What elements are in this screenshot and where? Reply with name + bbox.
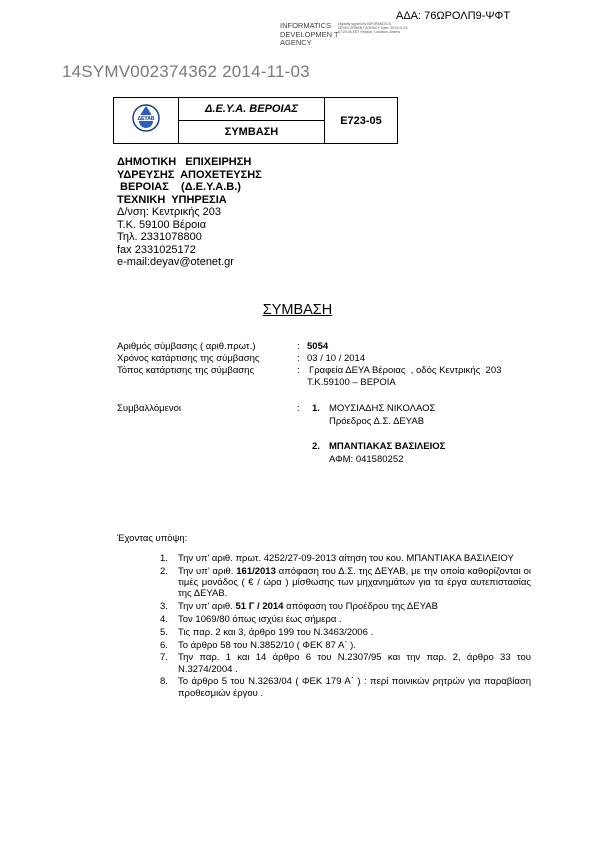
item-text: Την παρ. 1 και 14 άρθρο 6 του Ν.2307/95 και την παρ. 2, άρθρο 33 του Ν.3274/2004 .	[178, 652, 531, 675]
item-number: 2.	[160, 565, 168, 577]
company-postal: Τ.Κ. 59100 Βέροια	[117, 218, 207, 231]
list-item	[160, 652, 531, 675]
item-number: 7.	[160, 652, 168, 664]
parties-label: Συμβαλλόμενοι	[117, 403, 181, 414]
item-text: Τον 1069/80 όπως ισχύει έως σήμερα .	[178, 613, 342, 625]
list-item	[160, 676, 531, 699]
list-item	[160, 627, 531, 638]
document-type: ΣΥΜΒΑΣΗ	[179, 121, 325, 144]
party-1-number: 1.	[312, 403, 320, 414]
contract-place-value-1: Γραφεία ΔΕΥΑ Βέροιας , οδός Κεντρικής 203	[309, 365, 502, 376]
item-text: Την υπ’ αριθ.	[178, 565, 237, 577]
page-title: ΣΥΜΒΑΣΗ	[262, 302, 333, 318]
party-2-afm: ΑΦΜ: 041580252	[329, 454, 404, 465]
logo-text: ΔΕΥΑΒ	[137, 115, 155, 122]
ada-code: ΑΔΑ: 76ΩΡΟΛΠ9-ΨΦΤ	[396, 10, 511, 22]
company-block	[117, 156, 262, 269]
list-item	[160, 553, 531, 564]
list-item	[160, 614, 531, 625]
contract-place-value-2: Τ.Κ.59100 – ΒΕΡΟΙΑ	[307, 377, 396, 388]
reasons-list	[160, 553, 531, 701]
contract-date-value: 03 / 10 / 2014	[307, 353, 366, 364]
party-2-number: 2.	[312, 441, 320, 452]
item-text: Την υπ’ αριθ.	[178, 601, 236, 613]
deyav-logo-icon	[131, 103, 161, 133]
company-fax: fax 2331025172	[117, 243, 196, 256]
company-line-1: ΔΗΜΟΤΙΚΗ ΕΠΙΧΕΙΡΗΣΗ	[117, 156, 252, 168]
colon: :	[297, 341, 300, 352]
organization-name: Δ.Ε.Υ.Α. ΒΕΡΟΙΑΣ	[179, 98, 325, 121]
list-item	[160, 601, 531, 612]
logo-cell	[114, 98, 179, 144]
item-number: 8.	[160, 676, 168, 688]
contract-number-label: Αριθμός σύμβασης ( αριθ.πρωτ.)	[117, 341, 256, 352]
company-line-3: ΒΕΡΟΙΑΣ (Δ.Ε.Υ.Α.Β.)	[117, 181, 241, 193]
company-email: e-mail:deyav@otenet.gr	[117, 256, 234, 268]
contract-date-label: Χρόνος κατάρτισης της σύμβασης	[117, 353, 260, 364]
item-text: Το άρθρο 5 του Ν.3263/04 ( ΦΕΚ 179 Α΄ ) : περί ποινικών ρητρών για παραβίαση προθεσμιών έργου .	[178, 676, 531, 699]
party-2-name: ΜΠΑΝΤΙΑΚΑΣ ΒΑΣΙΛΕΙΟΣ	[329, 441, 446, 452]
item-number: 1.	[160, 553, 168, 564]
item-number: 3.	[160, 601, 168, 613]
item-number: 4.	[160, 613, 168, 625]
signature-details: Digitally signed by INFORMATICS DEVELOPMENT AGENCY Date: 2014.11.03 07:20:46 EET Reason: Location: Athens	[338, 22, 408, 35]
contract-number-value: 5054	[307, 341, 329, 352]
item-number: 6.	[160, 639, 168, 651]
item-number: 5.	[160, 626, 168, 638]
party-1-role: Πρόεδρος Δ.Σ. ΔΕΥΑΒ	[329, 416, 425, 427]
item-bold-text: 161/2013	[236, 565, 276, 577]
signature-agency: INFORMATICS DEVELOPMEN T AGENCY	[280, 21, 339, 47]
list-item	[160, 640, 531, 651]
item-text: Το άρθρο 58 του Ν.3852/10 ( ΦΕΚ 87 Α΄ ).	[178, 639, 356, 651]
colon: :	[297, 365, 300, 376]
header-table	[113, 97, 398, 144]
list-item	[160, 566, 531, 600]
contract-place-label: Τόπος κατάρτισης της σύμβασης	[117, 365, 255, 376]
item-text-end: απόφαση του Προέδρου της ΔΕΥΑΒ	[283, 601, 438, 613]
document-code: Ε723-05	[325, 98, 398, 144]
colon: :	[297, 403, 300, 414]
intro-text: Έχοντας υπόψη:	[117, 533, 188, 544]
company-address: Δ/νση: Κεντρικής 203	[117, 206, 222, 218]
item-bold-text: 51 Γ / 2014	[235, 601, 284, 613]
document-stamp: 14SYMV002374362 2014-11-03	[62, 62, 310, 81]
item-text: Τις παρ. 2 και 3, άρθρο 199 του Ν.3463/2006 .	[178, 626, 374, 638]
item-text-end: απόφαση του Δ.Σ. της ΔΕΥΑΒ, με την οποία καθορίζονται οι τιμές μονάδος ( € / ώρα ) μίσθωσης των μηχανημάτων για τα έργα αυτεπιστασίας της ΔΕΥΑΒ.	[178, 565, 532, 600]
party-1-name: ΜΟΥΣΙΑΔΗΣ ΝΙΚΟΛΑΟΣ	[329, 403, 436, 414]
company-phone: Τηλ. 2331078800	[117, 231, 202, 243]
colon: :	[297, 353, 300, 364]
item-text: Την υπ’ αριθ. πρωτ. 4252/27-09-2013 αίτηση του κου. ΜΠΑΝΤΙΑΚΑ ΒΑΣΙΛΕΙΟΥ	[178, 553, 514, 564]
company-line-4: ΤΕΧΝΙΚΗ ΥΠΗΡΕΣΙΑ	[117, 193, 227, 206]
company-line-2: ΥΔΡΕΥΣΗΣ ΑΠΟΧΕΤΕΥΣΗΣ	[117, 168, 262, 181]
